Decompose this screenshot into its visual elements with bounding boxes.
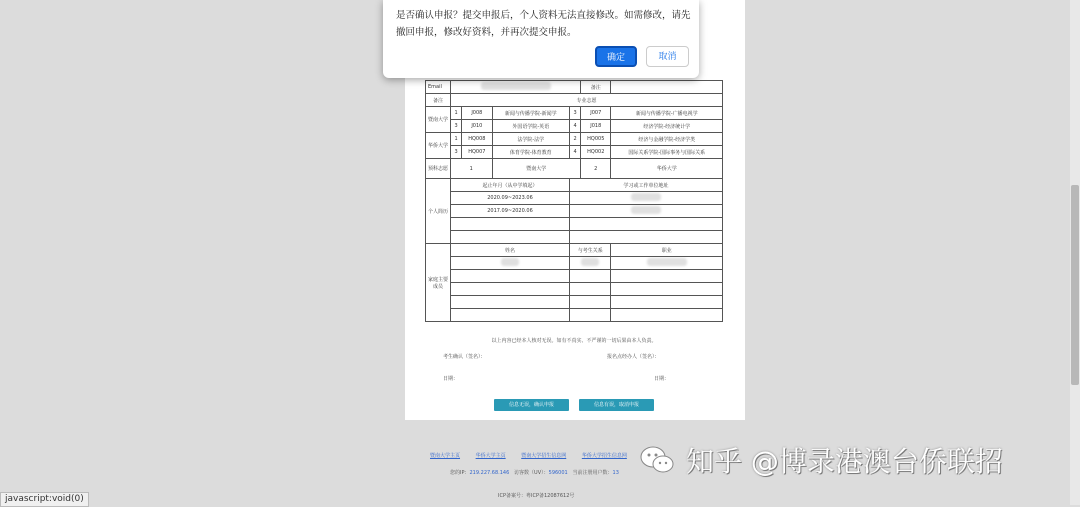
family-job: [611, 283, 723, 296]
family-col-name: 姓名: [451, 244, 570, 257]
icp-record: ICP备案号：粤ICP备12087612号: [498, 493, 575, 499]
application-form-table: [425, 80, 723, 322]
family-job: [611, 296, 723, 309]
remark-value: [611, 81, 723, 94]
scrollbar-thumb[interactable]: [1071, 185, 1079, 385]
resume-col-address: 学习或工作单位地址: [569, 179, 722, 192]
family-col-job: 职业: [611, 244, 723, 257]
sign-candidate-label: 考生确认（签名）：: [443, 354, 486, 360]
family-job: [611, 270, 723, 283]
dialog-message: 是否确认申报？提交申报后，个人资料无法直接修改。如需修改，请先撤回申报，修改好资料，并再次提交申报。: [396, 10, 691, 38]
family-name: [451, 283, 570, 296]
family-col-relation: 与考生关系: [569, 244, 610, 257]
huaqiao-label: 华侨大学: [426, 133, 451, 159]
sign-agent-label: 报名点经办人（签名）：: [607, 354, 660, 360]
family-job: [611, 257, 723, 270]
choice-major: 新闻与传播学院-广播电视学: [611, 107, 723, 120]
cancel-submit-button[interactable]: 信息有误，取消申报: [579, 399, 654, 411]
remark-label: 备注: [581, 81, 611, 94]
resume-address: [569, 205, 722, 218]
resume-address: [569, 231, 722, 244]
family-relation: [569, 296, 610, 309]
family-section-label: 家庭主要成员: [426, 244, 451, 322]
footer-links: [430, 452, 641, 459]
online-label: 当前注册用户数：: [572, 470, 613, 476]
choice-code: HQ005: [581, 133, 611, 146]
prep-label: 预科志愿: [426, 159, 451, 179]
choice-number: 4: [569, 146, 580, 159]
resume-address: [569, 218, 722, 231]
jinan-label: 暨南大学: [426, 107, 451, 133]
ip-label: 您的IP：: [450, 470, 470, 476]
choice-code: HQ002: [581, 146, 611, 159]
family-relation: [569, 283, 610, 296]
email-value: [451, 81, 581, 94]
footer-link-huaqiao-admission[interactable]: 华侨大学招生信息网: [581, 453, 627, 459]
status-bar-url: javascript:void(0): [0, 492, 89, 507]
choice-major: 国际关系学院-国际事务与国际关系: [611, 146, 723, 159]
family-relation: [569, 309, 610, 322]
footer-link-jinan[interactable]: 暨南大学主页: [430, 453, 461, 459]
footer-link-huaqiao[interactable]: 华侨大学主页: [475, 453, 506, 459]
choice-number: 1: [451, 133, 462, 146]
resume-section-label: 个人简历: [426, 179, 451, 244]
choice-code: HQ008: [462, 133, 492, 146]
choice-code: HQ007: [462, 146, 492, 159]
choice-major: 体育学院-体育教育: [492, 146, 569, 159]
resume-period: [451, 218, 570, 231]
declaration-text: 以上内容已经本人核对无误。如有不真实、不严谨的一切后果由本人负责。: [491, 338, 657, 344]
major-label: 专业志愿: [451, 94, 723, 107]
page-header-peek: [700, 5, 722, 35]
date-label: 日期：: [654, 376, 670, 382]
wechat-icon: [640, 445, 674, 475]
resume-address: [569, 192, 722, 205]
choice-major: 新闻与传播学院-新闻学: [492, 107, 569, 120]
confirm-submit-button[interactable]: 信息无误，确认申报: [494, 399, 569, 411]
prep-value: 华侨大学: [611, 159, 723, 179]
date-label: 日期：: [443, 376, 459, 382]
resume-period: 2017.09~2020.06: [451, 205, 570, 218]
prep-number: 2: [581, 159, 611, 179]
resume-period: 2020.09~2023.06: [451, 192, 570, 205]
choice-number: 4: [569, 120, 580, 133]
choice-code: J008: [462, 107, 492, 120]
online-value: 13: [612, 470, 619, 476]
family-relation: [569, 270, 610, 283]
choice-number: 3: [451, 120, 462, 133]
prep-number: 1: [451, 159, 492, 179]
confirm-dialog: [383, 0, 699, 78]
visits-label: 访客数（UV）：: [514, 470, 549, 476]
resume-col-period: 起止年月（从中学填起）: [451, 179, 570, 192]
cancel-button[interactable]: 取消: [646, 46, 689, 67]
prep-value: 暨南大学: [492, 159, 581, 179]
remark2-label: 备注: [426, 94, 451, 107]
watermark-text: 知乎 @博录港澳台侨联招: [686, 445, 1003, 478]
choice-major: 经济与金融学院-经济学类: [611, 133, 723, 146]
family-name: [451, 270, 570, 283]
family-name: [451, 257, 570, 270]
visits-value: 596001: [548, 470, 568, 476]
footer-stats: [450, 469, 619, 476]
choice-major: 经济学院-经济统计学: [611, 120, 723, 133]
choice-code: J010: [462, 120, 492, 133]
email-label: Email: [426, 81, 451, 94]
page-scrollbar[interactable]: [1070, 0, 1080, 505]
family-name: [451, 296, 570, 309]
choice-number: 2: [569, 133, 580, 146]
ok-button[interactable]: 确定: [595, 46, 637, 67]
ip-value: 219.227.68.146: [469, 470, 510, 476]
footer-link-jinan-admission[interactable]: 暨南大学招生信息网: [521, 453, 567, 459]
choice-number: 3: [569, 107, 580, 120]
family-relation: [569, 257, 610, 270]
family-job: [611, 309, 723, 322]
resume-period: [451, 231, 570, 244]
choice-code: J018: [581, 120, 611, 133]
choice-major: 外国语学院-英语: [492, 120, 569, 133]
choice-number: 3: [451, 146, 462, 159]
zhihu-watermark: [640, 440, 1060, 480]
family-name: [451, 309, 570, 322]
choice-code: J007: [581, 107, 611, 120]
choice-number: 1: [451, 107, 462, 120]
choice-major: 法学院-法学: [492, 133, 569, 146]
